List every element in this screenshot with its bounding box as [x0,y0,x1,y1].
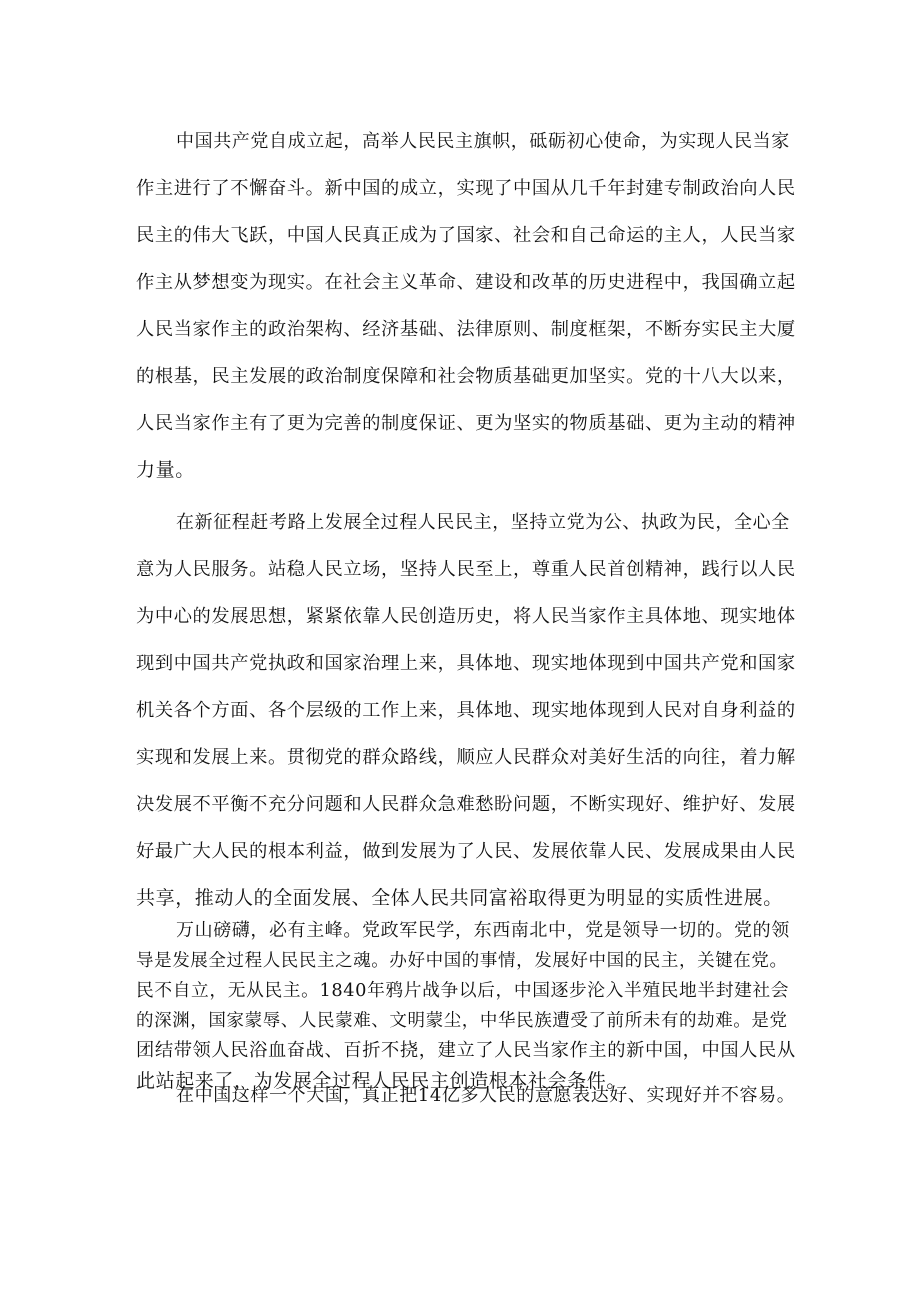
paragraph-line: 在新征程赶考路上发展全过程人民民主，坚持立党为公、执政为民，全心全 [176,512,790,533]
paragraph-line: 中国共产党自成立起，高举人民民主旗帜，砥砺初心使命，为实现人民当家 [176,131,790,152]
paragraph-line: 现到中国共产党执政和国家治理上来，具体地、现实地体现到中国共产党和国家 [136,653,796,674]
paragraph-line: 决发展不平衡不充分问题和人民群众急难愁盼问题，不断实现好、维护好、发展 [136,794,796,815]
paragraph-line: 好最广大人民的根本利益，做到发展为了人民、发展依靠人民、发展成果由人民 [136,841,796,862]
paragraph-line: 在中国这样一个大国，真正把14亿多人民的意愿表达好、实现好并不容易。 [176,1085,796,1106]
paragraph-line: 的深渊，国家蒙辱、人民蒙难、文明蒙尘，中华民族遭受了前所未有的劫难。是党 [136,1011,788,1031]
paragraph-4 [136,1081,796,1111]
paragraph-line: 万山磅礴，必有主峰。党政军民学，东西南北中，党是领导一切的。党的领 [176,920,790,941]
paragraph-2 [136,499,796,922]
paragraph-line: 力量。 [136,459,195,481]
paragraph-line: 人民当家作主有了更为完善的制度保证、更为坚实的物质基础、更为主动的精神 [136,413,796,434]
paragraph-1 [136,118,796,494]
paragraph-line: 作主进行了不懈奋斗。新中国的成立，实现了中国从几千年封建专制政治向人民 [136,178,796,199]
paragraph-line: 机关各个方面、各个层级的工作上来，具体地、现实地体现到人民对自身利益的 [136,700,796,721]
paragraph-line: 共享，推动人的全面发展、全体人民共同富裕取得更为明显的实质性进展。 [136,887,783,909]
paragraph-line: 民不自立，无从民主。1840年鸦片战争以后，中国逐步沦入半殖民地半封建社会 [136,981,790,1001]
paragraph-line: 此站起来了，为发展全过程人民民主创造根本社会条件。 [136,1070,627,1092]
paragraph-line: 团结带领人民浴血奋战、百折不挠，建立了人民当家作主的新中国，中国人民从 [136,1040,796,1061]
paragraph-line: 导是发展全过程人民民主之魂。办好中国的事情，发展好中国的民主，关键在党。 [136,951,788,971]
paragraph-line: 实现和发展上来。贯彻党的群众路线，顺应人民群众对美好生活的向往，着力解 [136,747,796,768]
paragraph-3 [136,916,796,1096]
paragraph-line: 的根基，民主发展的政治制度保障和社会物质基础更加坚实。党的十八大以来， [136,366,796,387]
paragraph-line: 为中心的发展思想，紧紧依靠人民创造历史，将人民当家作主具体地、现实地体 [136,606,796,627]
paragraph-line: 人民当家作主的政治架构、经济基础、法律原则、制度框架，不断夯实民主大厦 [136,319,796,340]
paragraph-line: 作主从梦想变为现实。在社会主义革命、建设和改革的历史进程中，我国确立起 [136,272,796,293]
paragraph-line: 意为人民服务。站稳人民立场，坚持人民至上，尊重人民首创精神，践行以人民 [136,559,796,580]
paragraph-line: 民主的伟大飞跃，中国人民真正成为了国家、社会和自己命运的主人，人民当家 [136,225,796,246]
